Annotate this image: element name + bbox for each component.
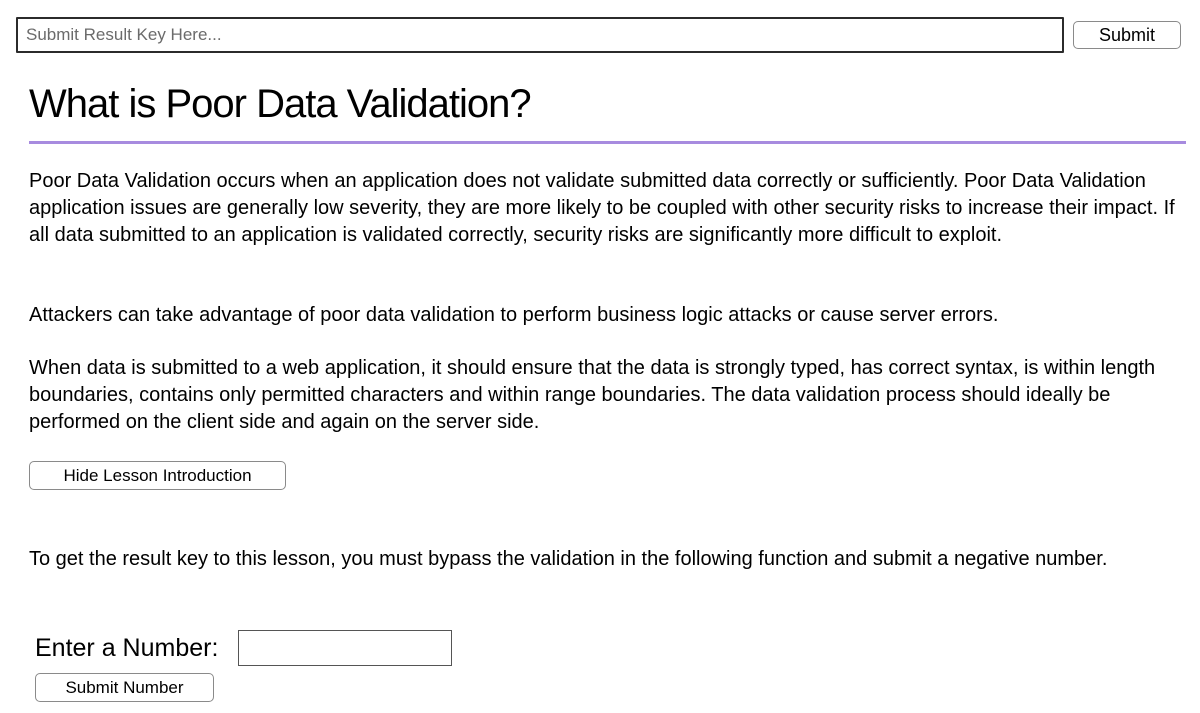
intro-paragraph-validation: When data is submitted to a web application, it should ensure that the data is strongly typed, has correct syntax, is within length boundaries, contains only permitted characters and within range boundaries. The data validation process should ideally be performed on the client side and again on the server side. bbox=[29, 357, 1156, 433]
intro-paragraph-attackers: Attackers can take advantage of poor data validation to perform business logic attacks or cause server errors. bbox=[29, 304, 999, 326]
number-input[interactable] bbox=[238, 630, 452, 666]
result-key-bar bbox=[16, 17, 1184, 53]
intro-paragraph-definition: Poor Data Validation occurs when an application does not validate submitted data correctly or sufficiently. Poor Data Validation application issues are generally low severity, they are more likely to be coupled with other security risks to increase their impact. If all data submitted to an application is validated correctly, security risks are significantly more difficult to exploit. bbox=[29, 170, 1175, 246]
hide-lesson-introduction-button[interactable]: Hide Lesson Introduction bbox=[29, 461, 286, 490]
enter-number-label: Enter a Number: bbox=[35, 634, 219, 662]
submit-result-key-button[interactable]: Submit bbox=[1073, 21, 1181, 49]
title-divider bbox=[29, 141, 1186, 144]
submit-number-button[interactable]: Submit Number bbox=[35, 673, 214, 702]
page-title: What is Poor Data Validation? bbox=[29, 82, 531, 126]
result-key-input[interactable] bbox=[16, 17, 1064, 53]
challenge-instructions: To get the result key to this lesson, you must bypass the validation in the following function and submit a negative number. bbox=[29, 548, 1108, 570]
